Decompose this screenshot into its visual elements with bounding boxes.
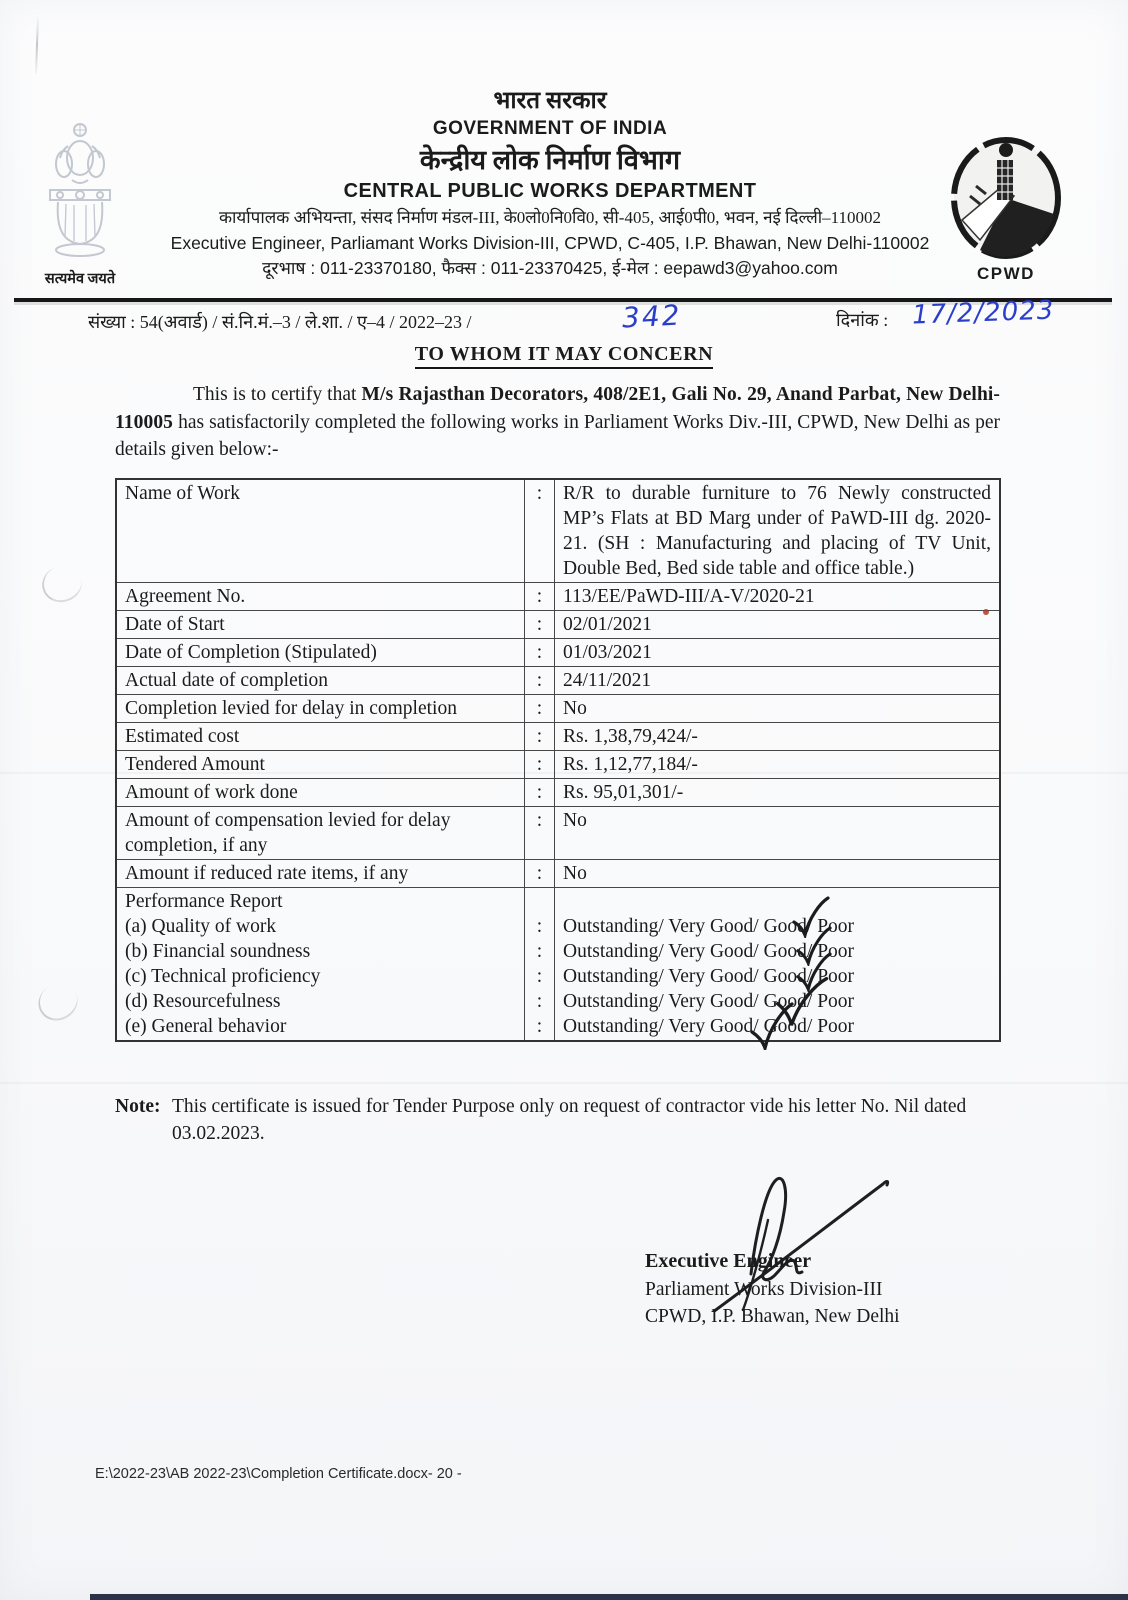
table-row xyxy=(116,479,1000,583)
row-colon: : xyxy=(525,583,555,611)
row-colon: : xyxy=(525,751,555,779)
letterhead xyxy=(170,86,930,281)
performance-heading: Performance Report xyxy=(125,891,283,912)
table-row xyxy=(116,751,1000,779)
value-spacer xyxy=(563,889,991,914)
row-value: Rs. 95,01,301/- xyxy=(555,779,1001,807)
row-label: Amount if reduced rate items, if any xyxy=(116,860,525,888)
reference-number-label: संख्या : 54(अवार्ड) / सं.नि.मं.–3 / ले.शा. / ए–4 / 2022–23 / xyxy=(88,312,472,332)
row-colon: : xyxy=(525,779,555,807)
paper-dent-mark xyxy=(32,976,85,1027)
row-value: No xyxy=(555,807,1001,860)
intro-paragraph xyxy=(115,381,1000,464)
row-value: R/R to durable furniture to 76 Newly constructed MP’s Flats at BD Marg under of PaWD-III dg. 2020-21. (SH : Manufacturing and placing of TV Unit, Double Bed, Bed side table and office table.) xyxy=(555,479,1001,583)
table-row xyxy=(116,583,1000,611)
row-label: Agreement No. xyxy=(116,583,525,611)
row-colon: : xyxy=(525,723,555,751)
row-label: Date of Completion (Stipulated) xyxy=(116,639,525,667)
performance-item-value: Outstanding/ Very Good/ Good/ Poor xyxy=(563,1016,855,1037)
performance-item-label: (d) Resourcefulness xyxy=(125,991,281,1012)
row-value: No xyxy=(555,860,1001,888)
colon-spacer xyxy=(533,889,546,914)
row-colon: : xyxy=(536,1016,543,1037)
reference-number-handwritten: 342 xyxy=(621,298,683,335)
row-value: 24/11/2021 xyxy=(555,667,1001,695)
performance-colons xyxy=(525,888,555,1042)
office-address: Executive Engineer, Parliamant Works Division-III, CPWD, C-405, I.P. Bhawan, New Delhi-110002 xyxy=(170,233,930,253)
scan-edge-bar xyxy=(90,1594,1128,1600)
red-ink-dot xyxy=(983,609,989,615)
row-label: Amount of compensation levied for delay completion, if any xyxy=(116,807,525,860)
note-text: This certificate is issued for Tender Purpose only on request of contractor vide his letter No. Nil dated 03.02.2023. xyxy=(172,1096,967,1144)
date-handwritten: 17/2/2023 xyxy=(911,295,1055,331)
row-value: No xyxy=(555,695,1001,723)
row-colon: : xyxy=(525,611,555,639)
row-value: 01/03/2021 xyxy=(555,639,1001,667)
table-row xyxy=(116,860,1000,888)
table-row xyxy=(116,779,1000,807)
performance-item-value: Outstanding/ Very Good/ Good/ Poor xyxy=(563,916,855,937)
performance-item-label: (c) Technical proficiency xyxy=(125,966,321,987)
row-colon: : xyxy=(536,966,543,987)
row-colon: : xyxy=(525,695,555,723)
row-label: Actual date of completion xyxy=(116,667,525,695)
signatory-title: Executive Engineer xyxy=(645,1250,812,1272)
performance-item-value: Outstanding/ Very Good/ Good/ Poor xyxy=(563,991,855,1012)
cpwd-logo-caption: CPWD xyxy=(977,264,1035,283)
india-emblem-icon xyxy=(38,118,122,266)
performance-item-label: (a) Quality of work xyxy=(125,916,277,937)
row-label: Name of Work xyxy=(116,479,525,583)
table-row xyxy=(116,807,1000,860)
scan-scratch-mark xyxy=(35,16,39,74)
cpwd-logo-icon xyxy=(950,136,1062,262)
row-label: Amount of work done xyxy=(116,779,525,807)
department-name: CENTRAL PUBLIC WORKS DEPARTMENT xyxy=(343,180,757,202)
row-colon: : xyxy=(536,991,543,1012)
signatory-address: CPWD, I.P. Bhawan, New Delhi xyxy=(645,1306,900,1327)
intro-tail: has satisfactorily completed the following works in Parliament Works Div.-III, CPWD, New Delhi as per details given below:- xyxy=(115,411,1000,460)
row-value: Rs. 1,38,79,424/- xyxy=(555,723,1001,751)
performance-item-label: (b) Financial soundness xyxy=(125,941,311,962)
table-row xyxy=(116,639,1000,667)
row-colon: : xyxy=(525,807,555,860)
signatory-division: Parliament Works Division-III xyxy=(645,1278,883,1300)
row-colon: : xyxy=(525,667,555,695)
govt-of-india-hindi: भारत सरकार xyxy=(493,88,607,114)
row-label: Estimated cost xyxy=(116,723,525,751)
paper-dent-mark xyxy=(37,561,86,608)
row-value: Rs. 1,12,77,184/- xyxy=(555,751,1001,779)
document-title: TO WHOM IT MAY CONCERN xyxy=(415,343,713,369)
file-path-footer: E:\2022-23\AB 2022-23\Completion Certificate.docx- 20 - xyxy=(95,1466,462,1482)
document-title-wrap xyxy=(0,343,1128,369)
table-row xyxy=(116,723,1000,751)
row-label: Tendered Amount xyxy=(116,751,525,779)
paper-crease xyxy=(0,1082,1128,1084)
row-colon: : xyxy=(536,941,543,962)
note-section xyxy=(115,1093,1015,1147)
table-row xyxy=(116,667,1000,695)
paper-crease xyxy=(0,772,1128,774)
intro-lead: This is to certify that xyxy=(193,384,362,405)
performance-labels xyxy=(116,888,525,1042)
row-label: Completion levied for delay in completion xyxy=(116,695,525,723)
performance-item-value: Outstanding/ Very Good/ Good/ Poor xyxy=(563,966,855,987)
row-colon: : xyxy=(525,479,555,583)
contractor-name: M/s Rajasthan Decorators, 408/2E1, Gali No. 29, Anand Parbat, New Delhi-110005 xyxy=(115,384,1000,433)
office-address-hindi: कार्यापालक अभियन्ता, संसद निर्माण मंडल-III, के0लो0नि0वि0, सी-405, आई0पी0, भवन, नई दिल्ली–110002 xyxy=(218,208,882,227)
note-label: Note: xyxy=(115,1096,161,1117)
work-details-table xyxy=(115,478,1001,1042)
signatory-block xyxy=(645,1248,900,1331)
table-row xyxy=(116,611,1000,639)
performance-item-value: Outstanding/ Very Good/ Good/ Poor xyxy=(563,941,855,962)
govt-of-india: GOVERNMENT OF INDIA xyxy=(432,118,668,139)
table-row xyxy=(116,695,1000,723)
row-value: 113/EE/PaWD-III/A-V/2020-21 xyxy=(555,583,1001,611)
emblem-motto: सत्यमेव जयते xyxy=(44,271,116,287)
row-colon: : xyxy=(525,860,555,888)
row-colon: : xyxy=(536,916,543,937)
row-value: 02/01/2021 xyxy=(555,611,1001,639)
date-label: दिनांक : xyxy=(836,310,889,330)
department-hindi: केन्द्रीय लोक निर्माण विभाग xyxy=(419,145,681,175)
performance-values xyxy=(555,888,1001,1042)
performance-item-label: (e) General behavior xyxy=(125,1016,287,1037)
row-colon: : xyxy=(525,639,555,667)
row-label: Date of Start xyxy=(116,611,525,639)
performance-report-row xyxy=(116,888,1000,1042)
contact-line: दूरभाष : 011-23370180, फैक्स : 011-23370425, ई-मेल : eepawd3@yahoo.com xyxy=(262,258,838,278)
